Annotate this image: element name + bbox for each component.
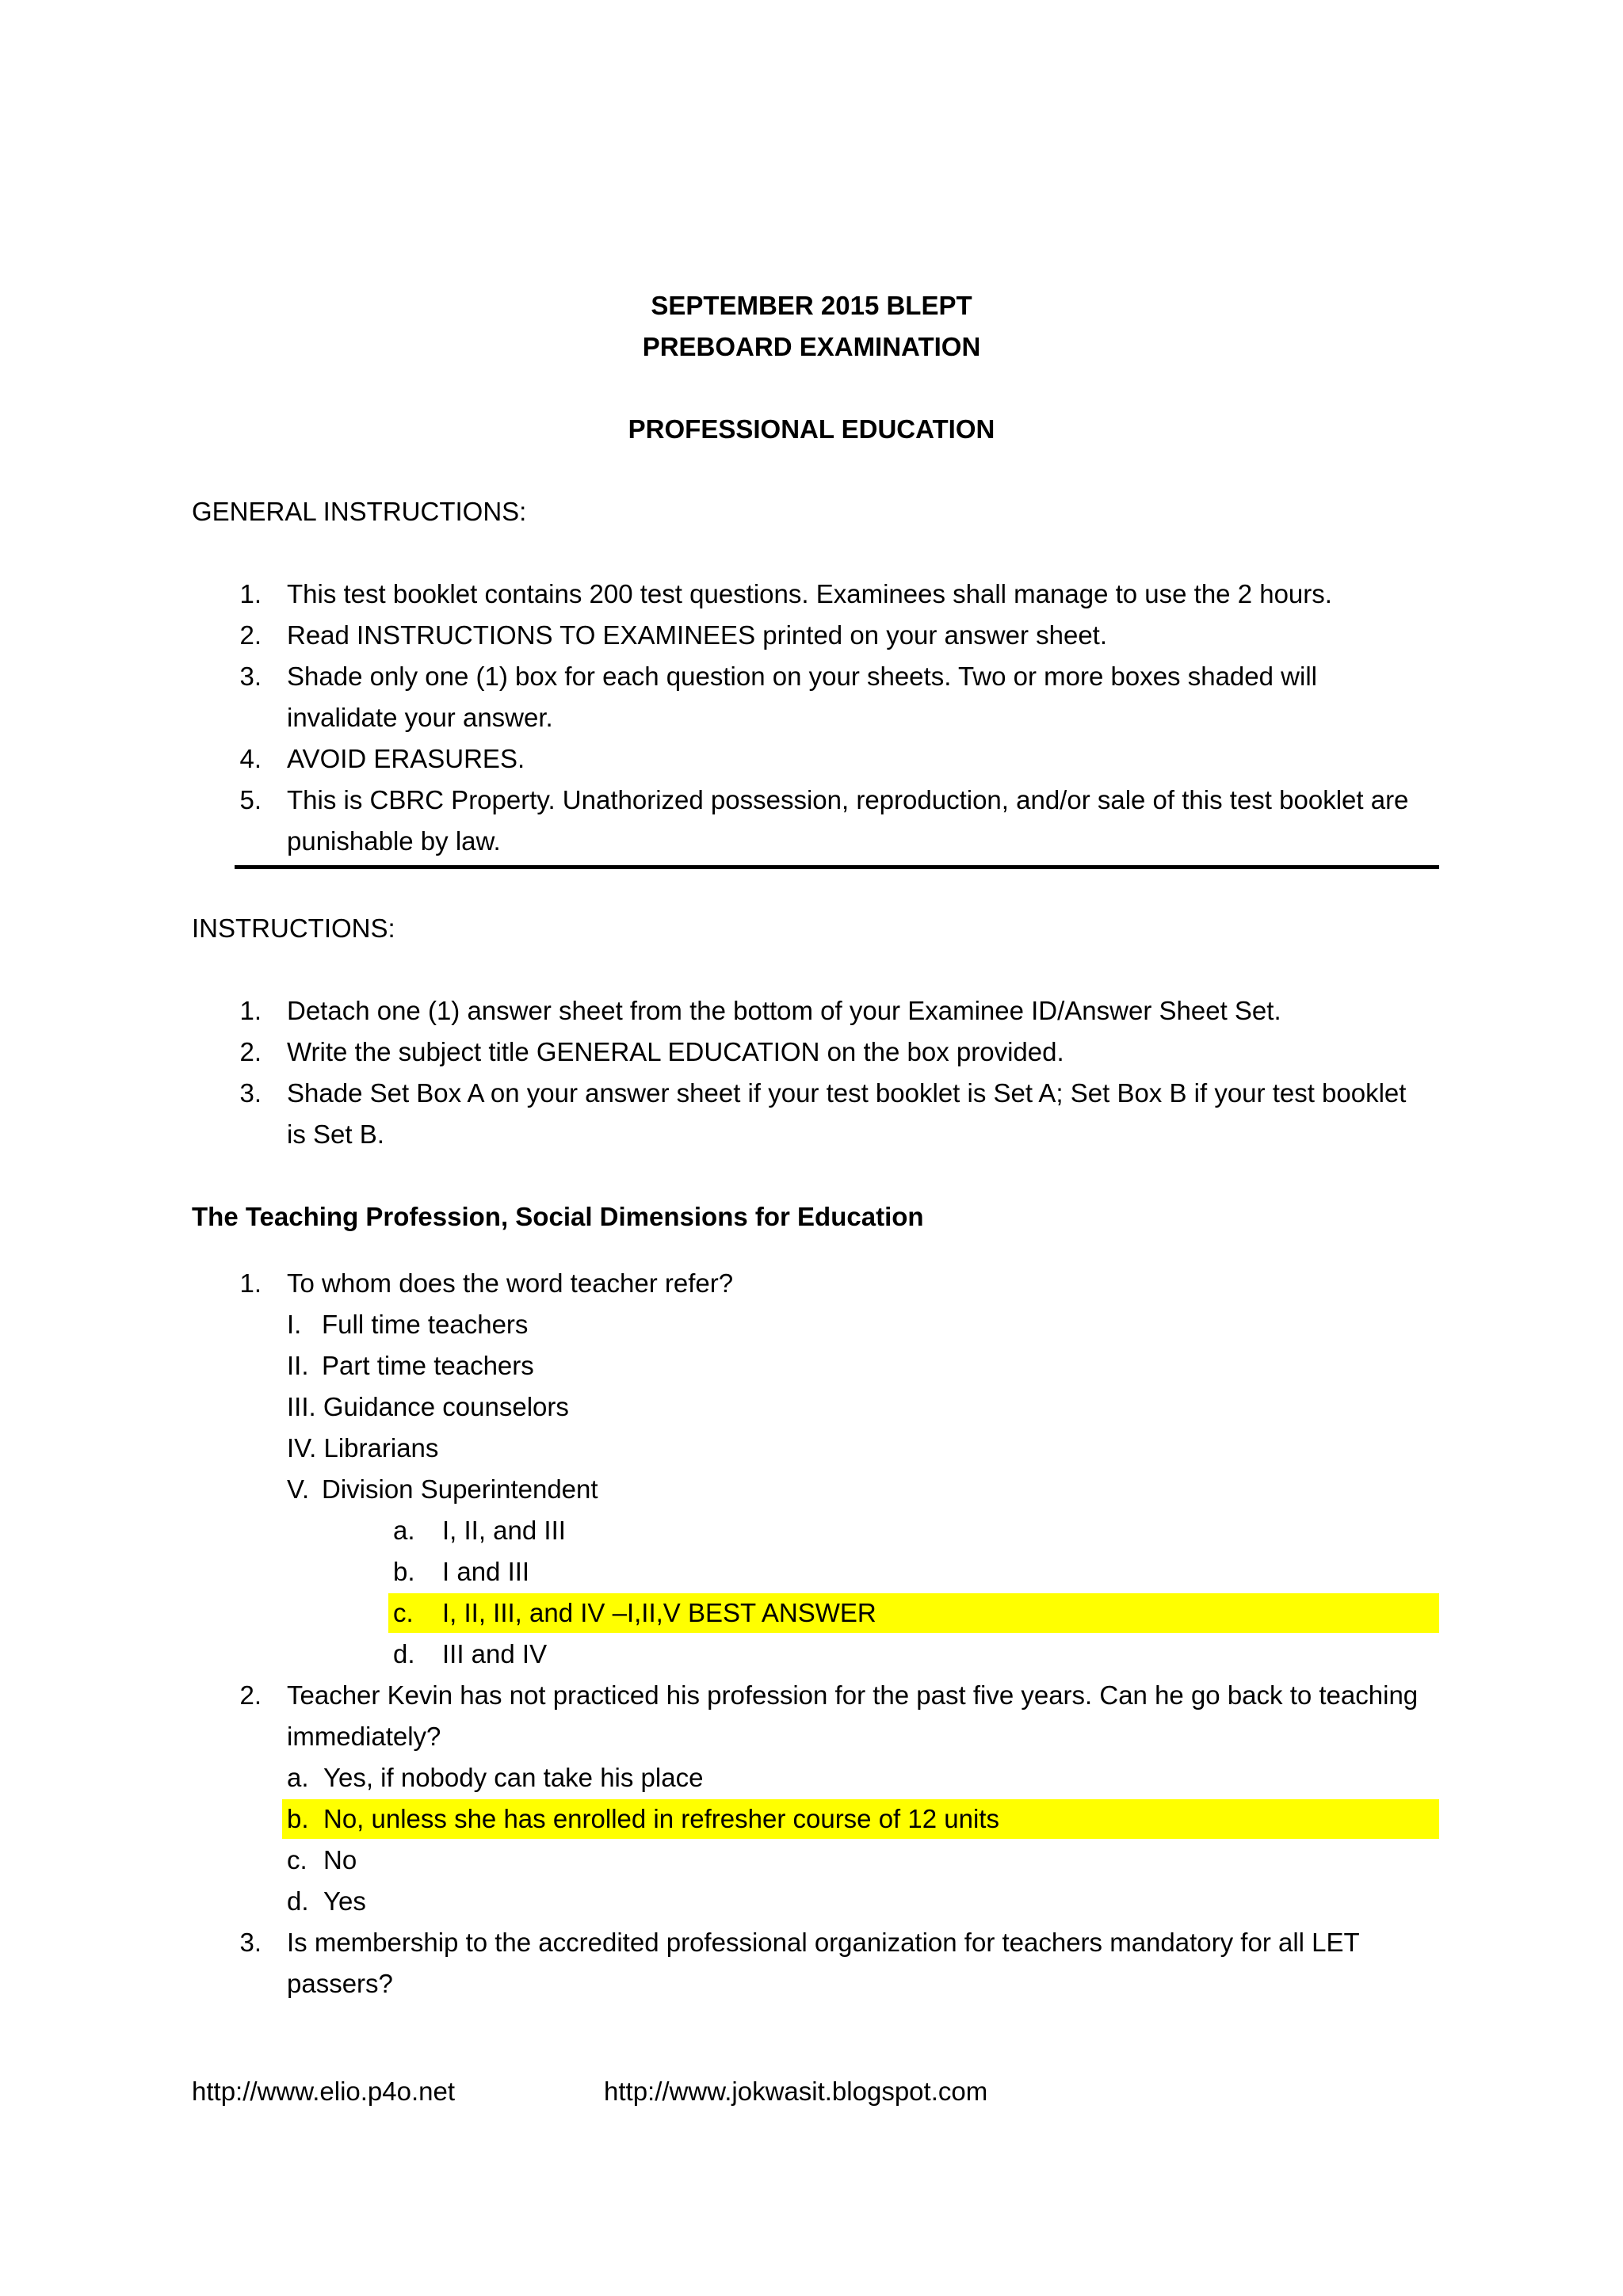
gi-item: Read INSTRUCTIONS TO EXAMINEES printed on your answer sheet. (287, 620, 1108, 650)
instr-number: 3. (239, 1078, 262, 1108)
footer-link-elio[interactable]: http://www.elio.p4o.net (192, 2077, 456, 2106)
footer-link-jokwasit[interactable]: http://www.jokwasit.blogspot.com (604, 2077, 988, 2106)
answer-choice: a. Yes, if nobody can take his place (287, 1763, 704, 1792)
horizontal-divider (235, 865, 1439, 869)
question-text-continued: passers? (287, 1969, 393, 1998)
gi-number: 2. (239, 620, 262, 650)
gi-number: 5. (239, 785, 262, 814)
gi-number: 3. (239, 662, 262, 691)
exam-subtitle: PREBOARD EXAMINATION (642, 332, 981, 361)
instr-item: Shade Set Box A on your answer sheet if your test booklet is Set A; Set Box B if your test booklet (287, 1078, 1407, 1108)
question-number: 3. (239, 1928, 262, 1957)
gi-item-continued: punishable by law. (287, 826, 501, 856)
instr-item: Write the subject title GENERAL EDUCATION on the box provided. (287, 1037, 1064, 1066)
roman-option: IV. Librarians (287, 1433, 439, 1463)
section-title: The Teaching Profession, Social Dimensions for Education (192, 1202, 924, 1231)
roman-option: II. Part time teachers (287, 1351, 534, 1380)
general-instructions-heading: GENERAL INSTRUCTIONS: (192, 497, 527, 526)
instr-item: Detach one (1) answer sheet from the bottom of your Examinee ID/Answer Sheet Set. (287, 996, 1281, 1025)
answer-choice: b. I and III (393, 1557, 530, 1586)
exam-title: SEPTEMBER 2015 BLEPT (651, 291, 972, 320)
gi-item: AVOID ERASURES. (287, 744, 525, 773)
answer-choice: c. No (287, 1845, 357, 1875)
gi-item: Shade only one (1) box for each question on your sheets. Two or more boxes shaded will (287, 662, 1317, 691)
roman-option: III. Guidance counselors (287, 1392, 569, 1421)
gi-number: 1. (239, 579, 262, 608)
answer-choice: d. Yes (287, 1886, 366, 1916)
gi-item: This test booklet contains 200 test questions. Examinees shall manage to use the 2 hours. (287, 579, 1332, 608)
question-number: 2. (239, 1680, 262, 1710)
roman-option: V. Division Superintendent (287, 1474, 598, 1504)
question-text: Teacher Kevin has not practiced his profession for the past five years. Can he go back to teaching (287, 1680, 1419, 1710)
answer-choice: d. III and IV (393, 1639, 548, 1669)
question-number: 1. (239, 1268, 262, 1298)
roman-option: I. Full time teachers (287, 1310, 529, 1339)
instructions-heading: INSTRUCTIONS: (192, 913, 395, 943)
instr-number: 2. (239, 1037, 262, 1066)
answer-choice-highlighted: b. No, unless she has enrolled in refresher course of 12 units (287, 1804, 999, 1833)
gi-number: 4. (239, 744, 262, 773)
gi-item-continued: invalidate your answer. (287, 703, 553, 732)
question-text-continued: immediately? (287, 1722, 441, 1751)
question-text: Is membership to the accredited professional organization for teachers mandatory for all LET (287, 1928, 1360, 1957)
instr-item-continued: is Set B. (287, 1119, 384, 1149)
answer-choice-highlighted: c. I, II, III, and IV –I,II,V BEST ANSWER (393, 1598, 876, 1627)
answer-choice: a. I, II, and III (393, 1516, 566, 1545)
question-text: To whom does the word teacher refer? (287, 1268, 734, 1298)
instr-number: 1. (239, 996, 262, 1025)
gi-item: This is CBRC Property. Unathorized possession, reproduction, and/or sale of this test booklet are (287, 785, 1409, 814)
subject-title: PROFESSIONAL EDUCATION (628, 414, 995, 444)
